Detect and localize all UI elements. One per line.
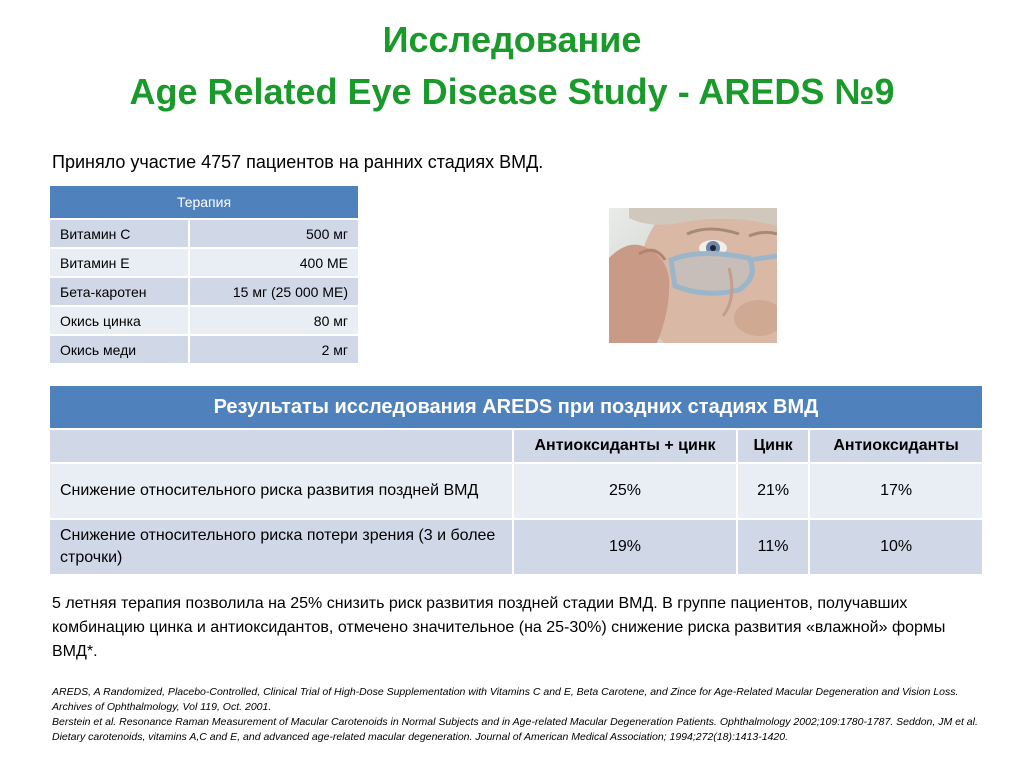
results-title: Результаты исследования AREDS при поздних стадиях ВМД xyxy=(49,385,983,429)
table-row xyxy=(49,463,983,519)
cell-value: 21% xyxy=(737,463,809,519)
therapy-name: Окись цинка xyxy=(49,306,189,335)
cell-value: 19% xyxy=(513,519,737,575)
cell-value: 11% xyxy=(737,519,809,575)
column-header: Антиоксиданты + цинк xyxy=(513,429,737,463)
cell-value: 17% xyxy=(809,463,983,519)
column-header: Цинк xyxy=(737,429,809,463)
cell-value: 25% xyxy=(513,463,737,519)
table-row xyxy=(49,306,359,335)
conclusion-text: 5 летняя терапия позволила на 25% снизить риск развития поздней стадии ВМД. В группе пациентов, получавших комбинацию цинка и антиоксидантов, отмечено значительное (на 25-30%) снижение риска развития «влажной» формы ВМД*. xyxy=(52,595,946,660)
intro-text: Приняло участие 4757 пациентов на ранних стадиях ВМД. xyxy=(52,152,544,172)
table-row xyxy=(49,248,359,277)
column-header: Антиоксиданты xyxy=(809,429,983,463)
therapy-name: Витамин С xyxy=(49,219,189,248)
therapy-dose: 15 мг (25 000 МЕ) xyxy=(189,277,359,306)
title-line-2: Age Related Eye Disease Study - AREDS №9 xyxy=(129,71,895,112)
slide-title xyxy=(0,14,1024,118)
therapy-dose: 400 МЕ xyxy=(189,248,359,277)
empty-header-cell xyxy=(49,429,513,463)
results-table xyxy=(48,384,984,576)
patient-photo xyxy=(609,208,777,343)
row-label: Снижение относительного риска развития поздней ВМД xyxy=(49,463,513,519)
table-row xyxy=(49,335,359,364)
therapy-dose: 2 мг xyxy=(189,335,359,364)
cell-value: 10% xyxy=(809,519,983,575)
title-line-1: Исследование xyxy=(382,19,642,60)
reference-1: AREDS, A Randomized, Placebo-Controlled, Clinical Trial of High-Dose Supplementation with Vitamins C and E, Beta Carotene, and Zince for Age-Related Macular Degeneration and Vision Loss. Archives of Ophthalmology, Vol 119, Oct. 2001. xyxy=(52,686,959,713)
row-label: Снижение относительного риска потери зрения (3 и более строчки) xyxy=(49,519,513,575)
table-header-row xyxy=(49,429,983,463)
reference-2: Berstein et al. Resonance Raman Measurement of Macular Carotenoids in Normal Subjects and in Age-related Macular Degeneration Patients. Ophthalmology 2002;109:1780-1787. Seddon, JM et al. Dietary carotenoids, vitamins A,C and E, and advanced age-related macular degeneration. Journal of American Medical Association; 1994;272(18):1413-1420. xyxy=(52,716,978,743)
table-row xyxy=(49,519,983,575)
therapy-name: Бета-каротен xyxy=(49,277,189,306)
therapy-header: Терапия xyxy=(49,185,359,219)
therapy-name: Окись меди xyxy=(49,335,189,364)
references xyxy=(52,685,982,745)
therapy-name: Витамин Е xyxy=(49,248,189,277)
table-row xyxy=(49,219,359,248)
therapy-dose: 500 мг xyxy=(189,219,359,248)
therapy-table xyxy=(48,184,360,365)
table-row xyxy=(49,277,359,306)
therapy-dose: 80 мг xyxy=(189,306,359,335)
